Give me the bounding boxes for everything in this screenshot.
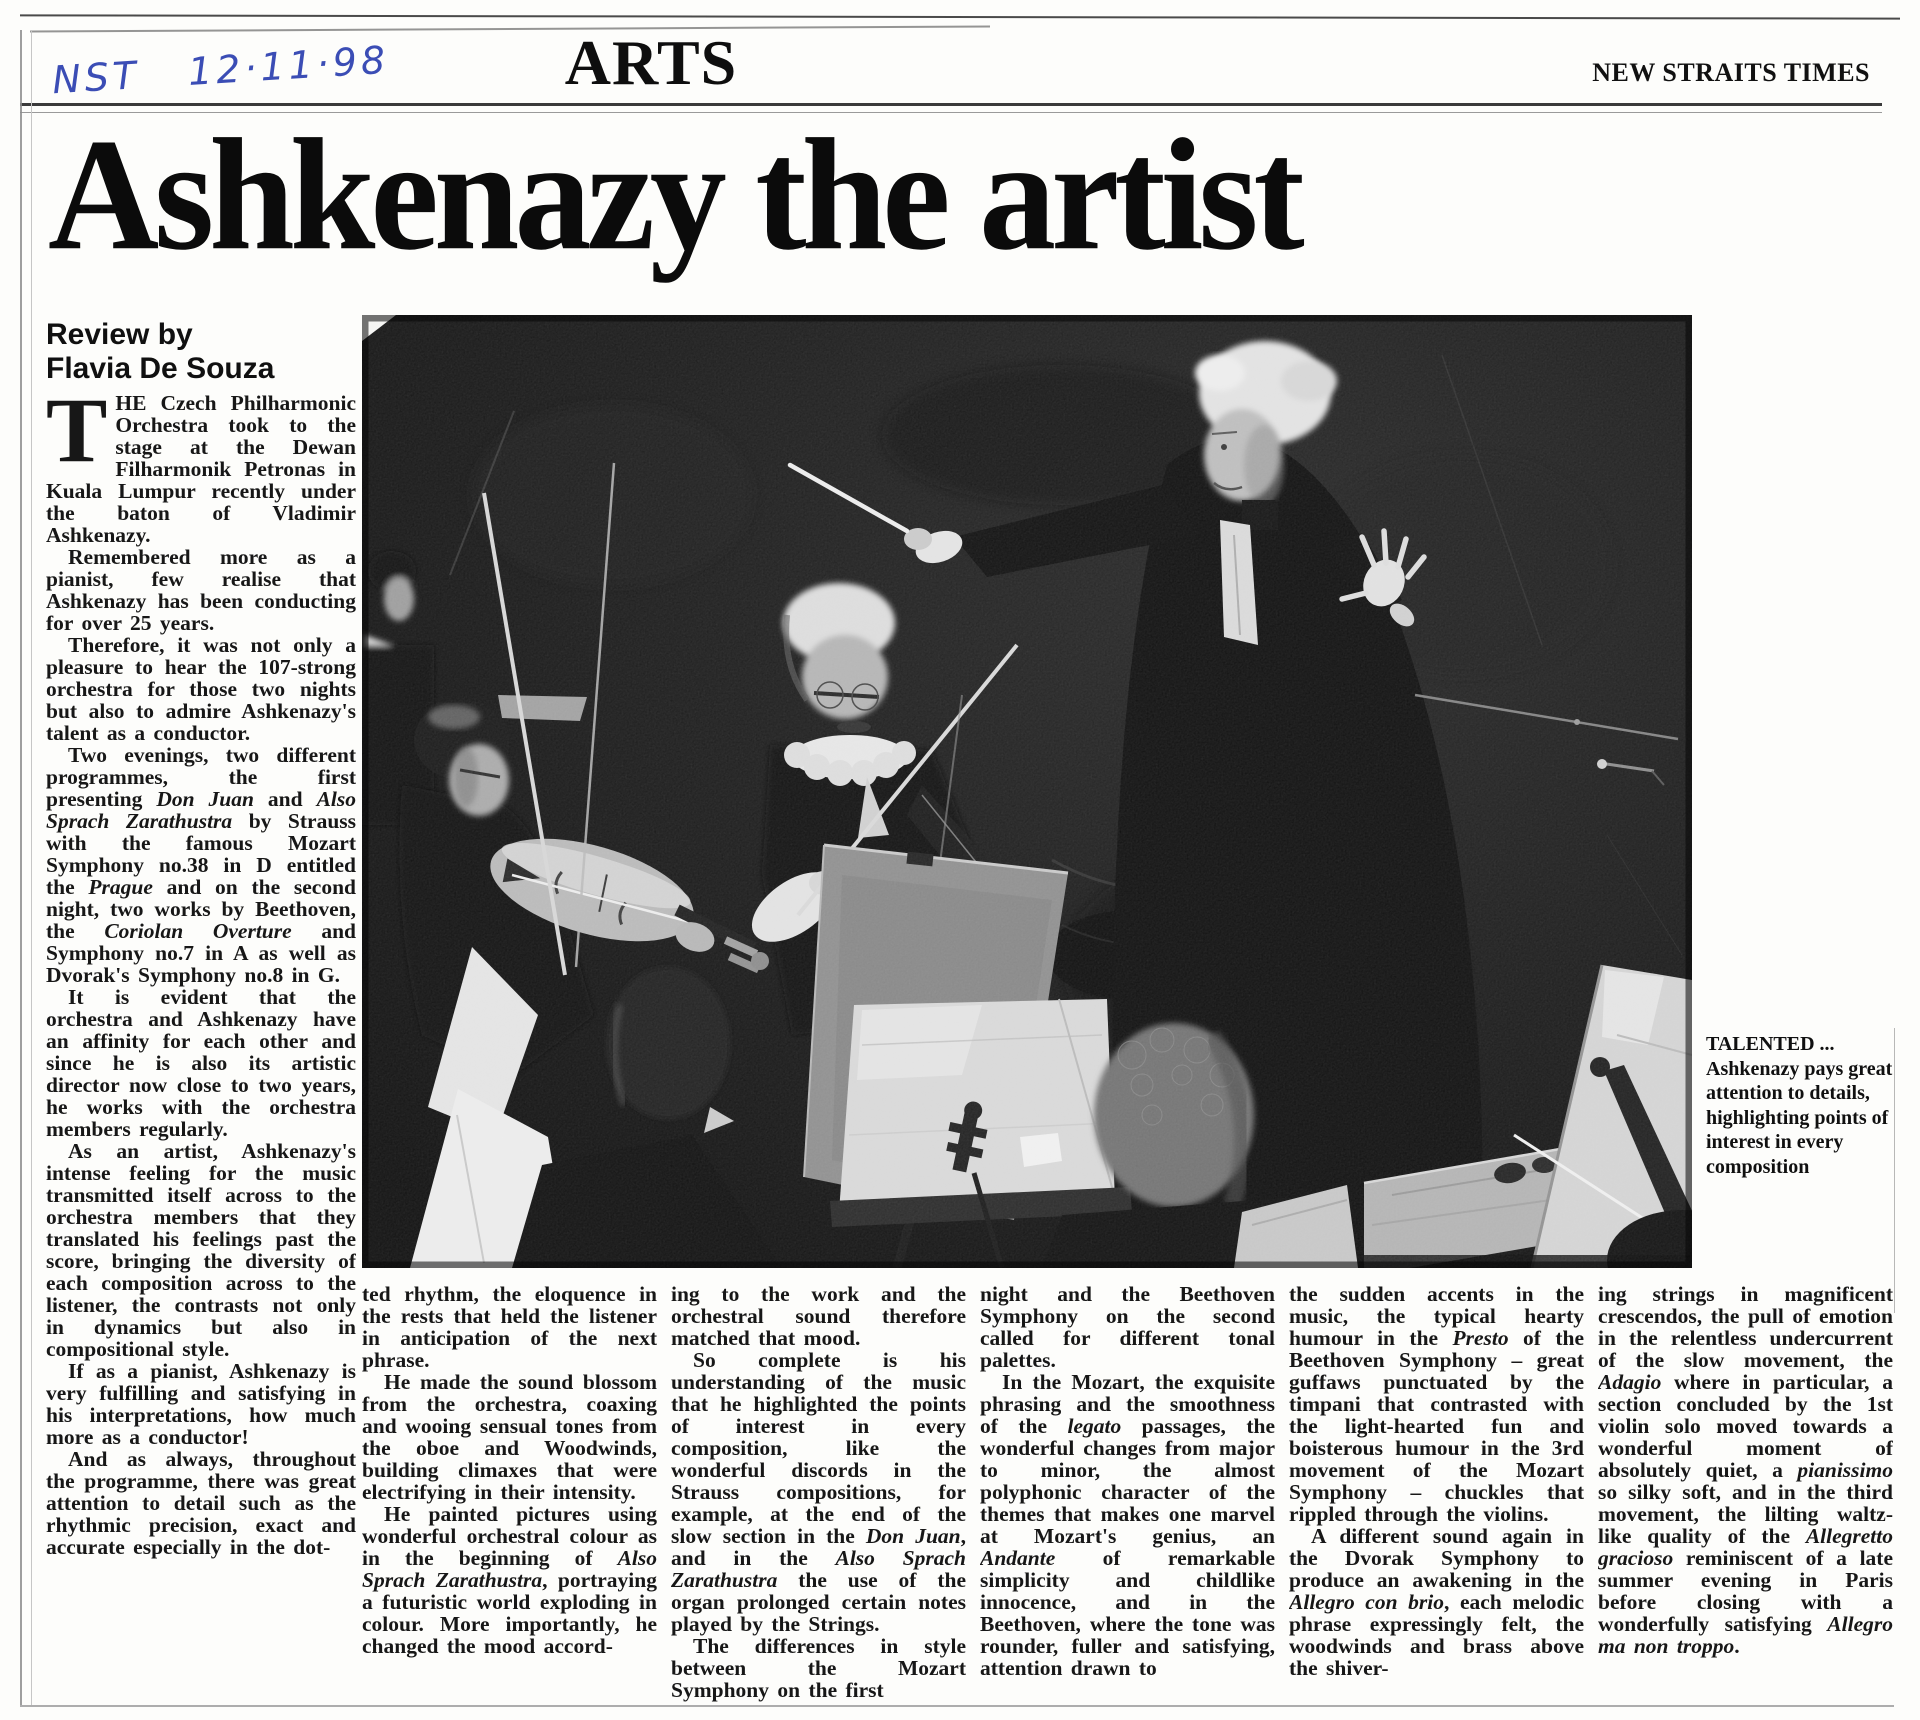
article-column-4	[980, 1283, 1275, 1703]
article-paragraph: In the Mozart, the exquisite phrasing and the smoothness of the legato passages, the wonderful changes from major to minor, the almost polyphonic character of the themes that makes one marvel at Mozart's genius, an Andante of remarkable simplicity and childlike innocence, and in the Beethoven, where the tone was rounder, fuller and satisfying, attention drawn to	[980, 1370, 1275, 1680]
article-paragraph: the sudden accents in the music, the typical hearty humour in the Presto of the Beethoven Symphony – great guffaws punctuated by the timpani that contrasted with the light-hearted fun and boisterous humour in the 3rd movement of the Mozart Symphony – chuckles that rippled through the violins.	[1289, 1283, 1584, 1526]
article-paragraph: The differences in style between the Mozart Symphony on the first	[671, 1634, 966, 1702]
byline-line1: Review by	[46, 318, 193, 351]
article-paragraph: ing to the work and the orchestral sound therefore matched that mood.	[671, 1283, 966, 1350]
header-rule	[20, 103, 1882, 106]
scan-line-top	[20, 14, 1900, 19]
article-paragraph: night and the Beethoven Symphony on the second called for different tonal palettes.	[980, 1283, 1275, 1372]
article-column-5	[1289, 1283, 1584, 1703]
article-paragraph: If as a pianist, Ashkenazy is very fulfilling and satisfying in his interpretations, how much more as a conductor!	[46, 1359, 356, 1449]
orchestra-photo	[362, 315, 1692, 1268]
article-paragraph: A different sound again in the Dvorak Symphony to produce an awakening in the Allegro con brio, each melodic phrase expressingly felt, the woodwinds and brass above the shiver-	[1289, 1524, 1584, 1680]
article-paragraph: Remembered more as a pianist, few realise that Ashkenazy has been conducting for over 25 years.	[46, 545, 356, 635]
byline	[46, 318, 274, 386]
article-paragraph: ted rhythm, the eloquence in the rests that held the listener in anticipation of the next phrase.	[362, 1283, 657, 1372]
handwritten-annotation: NST 12·11·98	[50, 37, 391, 103]
article-paragraph: He made the sound blossom from the orchestra, coaxing and wooing sensual tones from the oboe and Woodwinds, building climaxes that were electrifying in their intensity.	[362, 1370, 657, 1504]
article-paragraph: He painted pictures using wonderful orchestral colour as in the beginning of Also Sprach Zarathustra, portraying a futuristic world exploding in colour. More importantly, he changed the mood accord-	[362, 1502, 657, 1658]
article-paragraph: So complete is his understanding of the music that he highlighted the points of interest in every composition, like the wonderful discords in the Strauss compositions, for example, at the end of the slow section in the Don Juan, and in the Also Sprach Zarathustra the use of the organ prolonged certain notes played by the Strings.	[671, 1348, 966, 1636]
article-column-2	[362, 1283, 657, 1703]
orchestra-photo-art	[362, 315, 1692, 1268]
scan-line-bottom	[20, 1705, 1894, 1707]
drop-cap: T	[46, 392, 108, 481]
article-bottom-columns	[362, 1283, 1896, 1703]
photo-caption: TALENTED ... Ashkenazy pays great attention to details, highlighting points of interest in every composition	[1706, 1033, 1893, 1178]
headline: Ashkenazy the artist	[48, 106, 1300, 284]
byline-line2: Flavia De Souza	[46, 352, 275, 385]
article-paragraph: ing strings in magnificent crescendos, the pull of emotion in the relentless undercurrent of the slow movement, the Adagio where in particular, a section concluded by the 1st violin solo moved towards a wonderful moment of absolutely quiet, a pianissimo so silky soft, and in the third movement, the lilting waltz-like quality of the Allegretto gracioso reminiscent of a late summer evening in Paris before closing with a wonderfully satisfying Allegro ma non troppo.	[1598, 1283, 1893, 1658]
scan-edge-left	[20, 30, 22, 1706]
scan-edge-left-2	[31, 30, 32, 1706]
article-column-1	[46, 392, 356, 1702]
article-column-3	[671, 1283, 966, 1703]
article-paragraph: THE Czech Philharmonic Orchestra took to the stage at the Dewan Filharmonik Petronas in Kuala Lumpur recently under the baton of Vladimir Ashkenazy.	[46, 392, 356, 547]
article-paragraph: Two evenings, two different programmes, the first presenting Don Juan and Also Sprach Zarathustra by Strauss with the famous Mozart Symphony no.38 in D entitled the Prague and on the second night, two works by Beethoven, the Coriolan Overture and Symphony no.7 in A as well as Dvorak's Symphony no.8 in G.	[46, 743, 356, 987]
article-paragraph: As an artist, Ashkenazy's intense feeling for the music transmitted itself across to the orchestra members that they translated his feelings past the score, bringing the diversity of each composition across to the listener, the contrasts not only in dynamics but also in compositional style.	[46, 1139, 356, 1361]
masthead: NEW STRAITS TIMES	[1592, 58, 1870, 87]
scan-line-top-2	[30, 25, 990, 32]
section-label: ARTS	[564, 27, 738, 98]
film-grain	[362, 315, 1692, 1268]
article-column-6	[1598, 1283, 1893, 1703]
article-paragraph: And as always, throughout the programme, there was great attention to detail such as the rhythmic precision, exact and accurate especially in the dot-	[46, 1447, 356, 1559]
article-paragraph: It is evident that the orchestra and Ashkenazy have an affinity for each other and since he is also its artistic director now close to two years, he works with the orchestra members regularly.	[46, 985, 356, 1141]
article-paragraph: Therefore, it was not only a pleasure to hear the 107-strong orchestra for those two nights but also to admire Ashkenazy's talent as a conductor.	[46, 633, 356, 745]
